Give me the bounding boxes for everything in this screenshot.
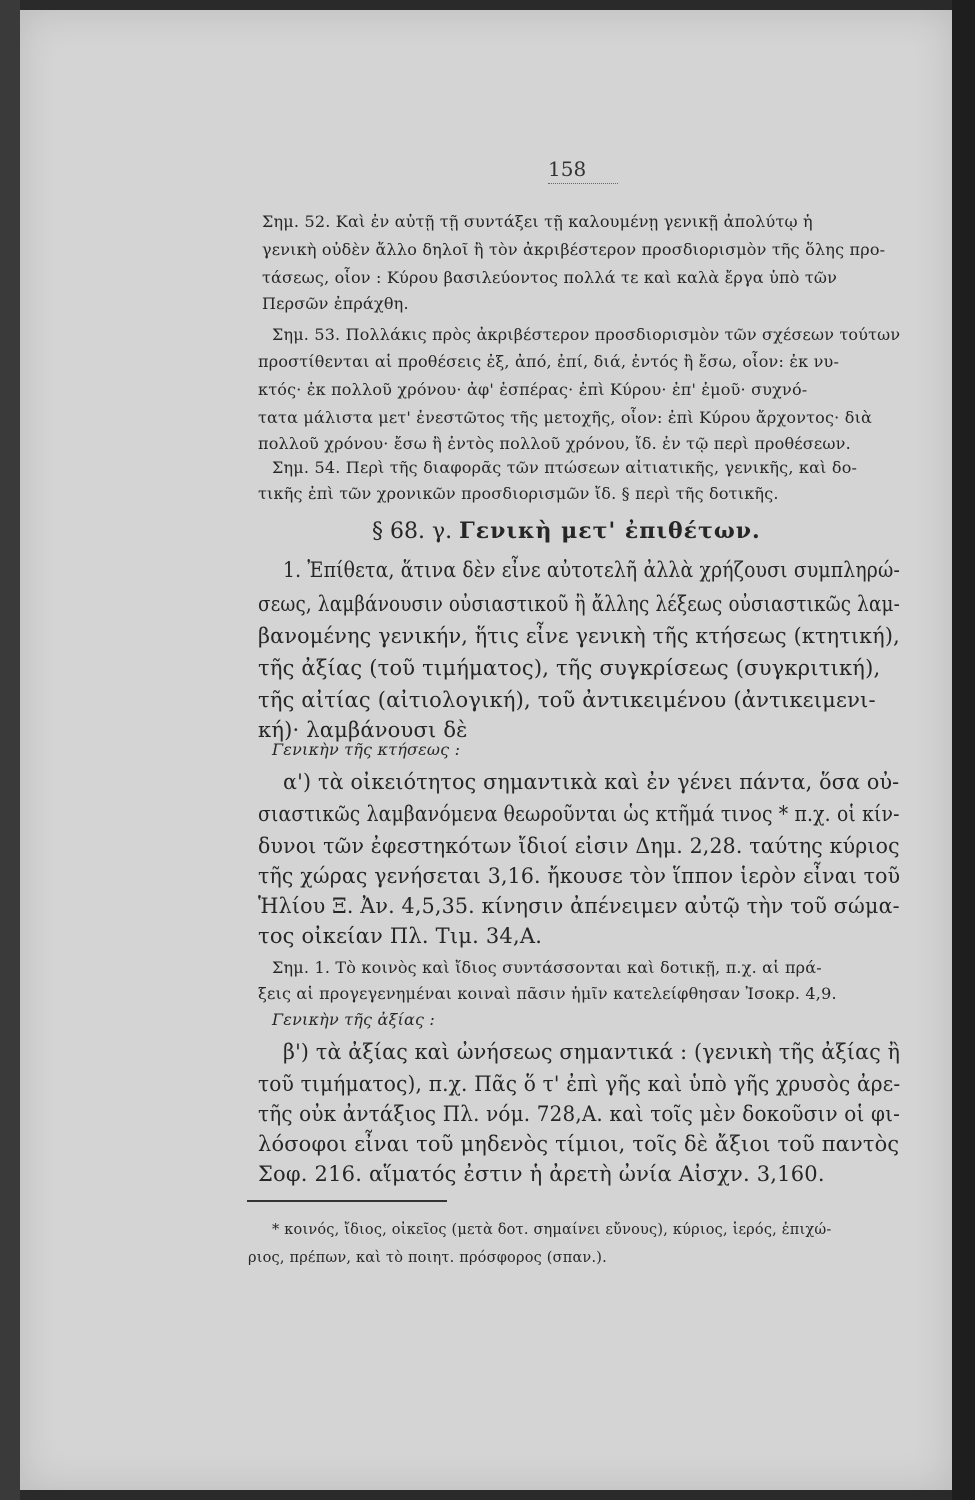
book-binding	[0, 0, 20, 1500]
sub-a-line: τῆς χώρας γενήσεται 3,16. ἤκουσε τὸν ἵππον ἱερὸν εἶναι τοῦ	[258, 864, 901, 888]
main-text-line: βανομένης γενικήν, ἥτις εἶνε γενικὴ τῆς κτήσεως (κτητική),	[258, 624, 900, 648]
sub-b-line: λόσοφοι εἶναι τοῦ μηδενὸς τίμιοι, τοῖς δὲ ἄξιοι τοῦ παντὸς	[258, 1132, 900, 1156]
main-text-line: κή)· λαμβάνουσι δὲ	[258, 718, 468, 742]
book-page	[20, 10, 952, 1490]
sub-b-line: τοῦ τιμήματος), π.χ. Πᾶς ὅ τ' ἐπὶ γῆς καὶ ὑπὸ γῆς χρυσὸς ἀρε-	[258, 1072, 901, 1096]
sub-a-line: α') τὰ οἰκειότητος σημαντικὰ καὶ ἐν γένει πάντα, ὅσα οὐ-	[283, 770, 900, 794]
footnote-rule	[247, 1200, 447, 1202]
main-text-line: 1. Ἐπίθετα, ἅτινα δὲν εἶνε αὐτοτελῆ ἀλλὰ χρήζουσι συμπληρώ-	[283, 558, 901, 582]
note-54-line: Σημ. 54. Περὶ τῆς διαφορᾶς τῶν πτώσεων αἰτιατικῆς, γενικῆς, καὶ δο-	[272, 458, 858, 477]
note-52-line: Περσῶν ἐπράχθη.	[262, 294, 409, 313]
sub-a-line: Ἡλίου Ξ. Ἀν. 4,5,35. κίνησιν ἀπένειμεν αὐτῷ τὴν τοῦ σώμα-	[258, 894, 900, 918]
section-heading	[372, 518, 761, 544]
sub-b-line: τῆς οὐκ ἀντάξιος Πλ. νόμ. 728,Α. καὶ τοῖς μὲν δοκοῦσιν οἱ φι-	[258, 1102, 901, 1126]
sub-a-line: τος οἰκείαν Πλ. Τιμ. 34,Α.	[258, 924, 543, 948]
note-52-line: γενικὴ οὐδὲν ἄλλο δηλοῖ ἢ τὸν ἀκριβέστερον προσδιορισμὸν τῆς ὅλης προ-	[262, 240, 886, 259]
footnote-line: ριος, πρέπων, καὶ τὸ ποιητ. πρόσφορος (σπαν.).	[248, 1250, 607, 1266]
main-text-line: τῆς αἰτίας (αἰτιολογική), τοῦ ἀντικειμένου (ἀντικειμενι-	[258, 688, 876, 712]
note-53-line: πολλοῦ χρόνου· ἔσω ἢ ἐντὸς πολλοῦ χρόνου, ἴδ. ἐν τῷ περὶ προθέσεων.	[258, 434, 851, 453]
sub-b-line: β') τὰ ἀξίας καὶ ὠνήσεως σημαντικά : (γενικὴ τῆς ἀξίας ἢ	[283, 1040, 901, 1064]
note-53-line: τατα μάλιστα μετ' ἐνεστῶτος τῆς μετοχῆς, οἷον: ἐπὶ Κύρου ἄρχοντος· διὰ	[258, 408, 873, 427]
section-number: § 68. γ.	[372, 519, 453, 544]
page-number: 158	[548, 157, 618, 184]
note-52-line: Σημ. 52. Καὶ ἐν αὐτῇ τῇ συντάξει τῇ καλουμένῃ γενικῇ ἀπολύτῳ ἡ	[262, 212, 813, 231]
note-53-line: κτός· ἐκ πολλοῦ χρόνου· ἀφ' ἑσπέρας· ἐπὶ Κύρου· ἐπ' ἐμοῦ· συχνό-	[258, 380, 808, 399]
footnote-line: * κοινός, ἴδιος, οἰκεῖος (μετὰ δοτ. σημαίνει εὔνους), κύριος, ἱερός, ἐπιχώ-	[272, 1222, 832, 1238]
sub-b-line: Σοφ. 216. αἵματός ἐστιν ἡ ἀρετὴ ὠνία Αἰσχν. 3,160.	[258, 1162, 825, 1186]
main-text-line: τῆς ἀξίας (τοῦ τιμήματος), τῆς συγκρίσεως (συγκριτική),	[258, 656, 881, 680]
sub-a-line: δυνοι τῶν ἐφεστηκότων ἴδιοί εἰσιν Δημ. 2,28. ταύτης κύριος	[258, 834, 900, 858]
sub-b-label: Γενικὴν τῆς ἀξίας :	[272, 1010, 435, 1029]
scan-edge	[952, 0, 975, 1500]
main-text-line: σεως, λαμβάνουσιν οὐσιαστικοῦ ἢ ἄλλης λέξεως οὐσιαστικῶς λαμ-	[258, 592, 900, 616]
sub-a-label: Γενικὴν τῆς κτήσεως :	[272, 740, 461, 759]
sub-a-note-line: Σημ. 1. Τὸ κοινὸς καὶ ἴδιος συντάσσονται καὶ δοτικῇ, π.χ. αἱ πρά-	[272, 958, 822, 977]
section-title: Γενικὴ μετ' ἐπιθέτων.	[459, 518, 761, 544]
note-54-line: τικῆς ἐπὶ τῶν χρονικῶν προσδιορισμῶν ἴδ. § περὶ τῆς δοτικῆς.	[258, 484, 779, 503]
note-52-line: τάσεως, οἷον : Κύρου βασιλεύοντος πολλά τε καὶ καλὰ ἔργα ὑπὸ τῶν	[262, 268, 838, 287]
sub-a-note-line: ξεις αἱ προγεγενημέναι κοιναὶ πᾶσιν ἡμῖν κατελείφθησαν Ἰσοκρ. 4,9.	[258, 984, 837, 1003]
note-53-line: Σημ. 53. Πολλάκις πρὸς ἀκριβέστερον προσδιορισμὸν τῶν σχέσεων τούτων	[272, 325, 901, 344]
sub-a-line: σιαστικῶς λαμβανόμενα θεωροῦνται ὡς κτῆμά τινος * π.χ. οἱ κίν-	[258, 802, 900, 826]
note-53-line: προστίθενται αἱ προθέσεις ἐξ, ἀπό, ἐπί, διά, ἐντός ἢ ἔσω, οἷον: ἐκ νυ-	[258, 352, 840, 371]
